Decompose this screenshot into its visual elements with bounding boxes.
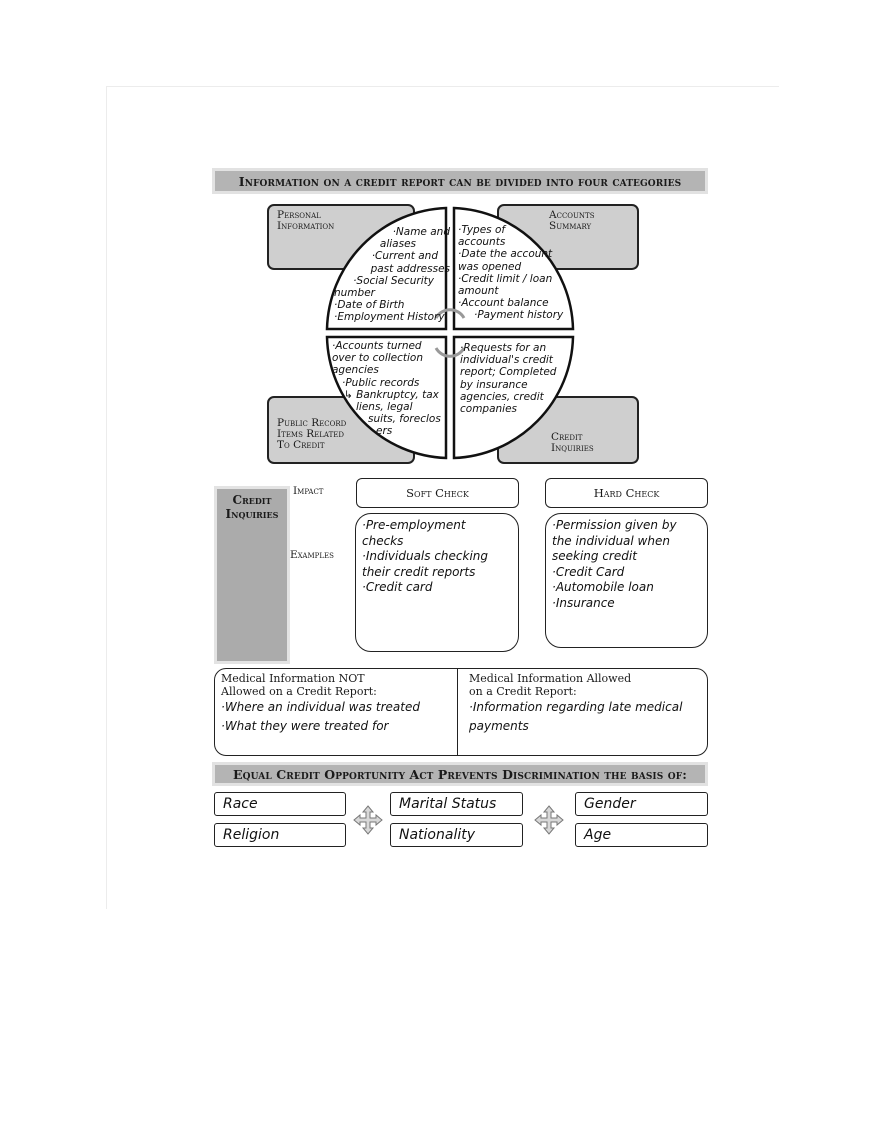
hard-check-examples <box>545 513 708 648</box>
inquiries-item: agencies, credit <box>460 390 544 403</box>
four-way-arrow-icon <box>353 805 383 835</box>
personal-items <box>334 226 452 328</box>
ecoa-marital-status-box <box>390 792 523 816</box>
soft-check-example: ·Individuals checking <box>362 549 489 563</box>
public-record-label-2: Items Related <box>277 428 344 440</box>
accounts-summary-label-2: Summary <box>549 220 592 232</box>
hard-check-example: ·Automobile loan <box>552 580 654 594</box>
public-record-label-1: Public Record <box>277 417 347 429</box>
personal-item: ·Date of Birth <box>334 299 405 312</box>
categories-banner <box>212 168 708 194</box>
credit-inquiries-side-panel <box>214 486 290 664</box>
public-item: agencies <box>332 364 379 377</box>
accounts-item: ·Date the account <box>458 248 553 261</box>
public-items <box>332 340 452 440</box>
medical-not-allowed-heading-1: Medical Information NOT <box>221 672 365 685</box>
soft-check-example: ·Pre-employment <box>362 518 466 532</box>
ecoa-banner <box>212 762 708 786</box>
personal-information-label-1: Personal <box>277 209 321 221</box>
inquiries-item: report; Completed <box>460 366 557 379</box>
hard-check-example: ·Permission given by <box>552 518 677 532</box>
public-item: over to collection <box>332 352 424 365</box>
public-item: suits, foreclos <box>368 413 441 426</box>
ecoa-gender: Gender <box>584 796 636 812</box>
personal-item: ·Current and <box>371 250 438 263</box>
credit-inquiries-label-1: Credit <box>551 431 583 443</box>
medical-not-allowed-item: ·Where an individual was treated <box>221 700 420 714</box>
accounts-item: ·Account balance <box>458 297 549 310</box>
public-record-label-3: To Credit <box>277 439 325 451</box>
accounts-item: was opened <box>458 260 522 273</box>
examples-label: Examples <box>290 549 334 561</box>
impact-label: Impact <box>293 485 324 497</box>
ecoa-banner-title: Equal Credit Opportunity Act Prevents Discrimination the basis of: <box>233 766 687 782</box>
ecoa-gender-box <box>575 792 708 816</box>
ecoa-age-box <box>575 823 708 847</box>
personal-item: ·Employment History <box>334 311 445 324</box>
accounts-item: accounts <box>458 236 506 249</box>
ecoa-race: Race <box>223 796 258 812</box>
accounts-items <box>458 224 580 330</box>
accounts-item: amount <box>458 285 499 298</box>
medical-allowed <box>463 669 717 755</box>
medical-allowed-item: ·Information regarding late medical <box>469 700 683 714</box>
ecoa-age: Age <box>584 827 612 843</box>
ecoa-race-box <box>214 792 346 816</box>
credit-inquiries-side-label-1: Credit <box>232 493 272 507</box>
medical-information-box <box>214 668 708 756</box>
ecoa-religion: Religion <box>223 827 280 843</box>
accounts-item: ·Credit limit / loan <box>458 272 553 285</box>
medical-allowed-heading-1: Medical Information Allowed <box>469 672 632 685</box>
categories-banner-title: Information on a credit report can be divided into four categories <box>238 173 682 189</box>
hard-check-header <box>545 478 708 508</box>
inquiries-item: individual's credit <box>460 354 553 367</box>
inquiries-item: by insurance <box>460 378 528 391</box>
accounts-item: ·Payment history <box>474 309 564 322</box>
soft-check-header <box>356 478 519 508</box>
ecoa-nationality-box <box>390 823 523 847</box>
soft-check-examples <box>355 513 519 652</box>
inquiries-item: companies <box>460 403 518 416</box>
soft-check-example: their credit reports <box>362 564 476 579</box>
public-item: ers <box>376 425 393 438</box>
medical-divider <box>457 669 458 755</box>
inquiries-item: ·Requests for an <box>460 342 547 354</box>
accounts-summary-label-1: Accounts <box>549 209 595 221</box>
hard-check-example: ·Insurance <box>552 595 615 610</box>
four-way-arrow-icon <box>534 805 564 835</box>
public-item: ·Accounts turned <box>332 340 422 352</box>
hard-check-example: the individual when <box>552 533 670 548</box>
medical-not-allowed-heading-2: Allowed on a Credit Report: <box>221 685 377 698</box>
medical-allowed-item: payments <box>469 719 529 733</box>
public-item: ↳ Bankruptcy, tax <box>344 388 439 401</box>
soft-check-example: checks <box>362 533 404 548</box>
personal-item: past addresses <box>370 262 450 275</box>
credit-inquiries-label-2: Inquiries <box>551 442 594 454</box>
public-item: liens, legal <box>356 401 413 414</box>
hard-check-label: Hard Check <box>593 486 660 500</box>
personal-item: aliases <box>379 238 416 251</box>
medical-not-allowed <box>215 669 469 755</box>
medical-allowed-heading-2: on a Credit Report: <box>469 685 577 698</box>
personal-item: number <box>334 287 375 300</box>
personal-item: ·Social Security <box>353 274 434 287</box>
soft-check-label: Soft Check <box>406 486 469 500</box>
accounts-item: ·Types of <box>458 224 506 236</box>
inquiries-items <box>460 342 576 428</box>
personal-information-label-2: Information <box>277 220 335 232</box>
ecoa-marital-status: Marital Status <box>399 796 497 812</box>
ecoa-nationality: Nationality <box>399 827 476 843</box>
soft-check-example: ·Credit card <box>362 580 433 594</box>
personal-item: ·Name and <box>392 226 450 238</box>
ecoa-religion-box <box>214 823 346 847</box>
hard-check-example: seeking credit <box>552 549 637 563</box>
hard-check-example: ·Credit Card <box>552 564 625 579</box>
public-item: ·Public records <box>342 376 420 389</box>
credit-inquiries-side-label-2: Inquiries <box>225 507 279 521</box>
medical-not-allowed-item: ·What they were treated for <box>221 719 389 733</box>
